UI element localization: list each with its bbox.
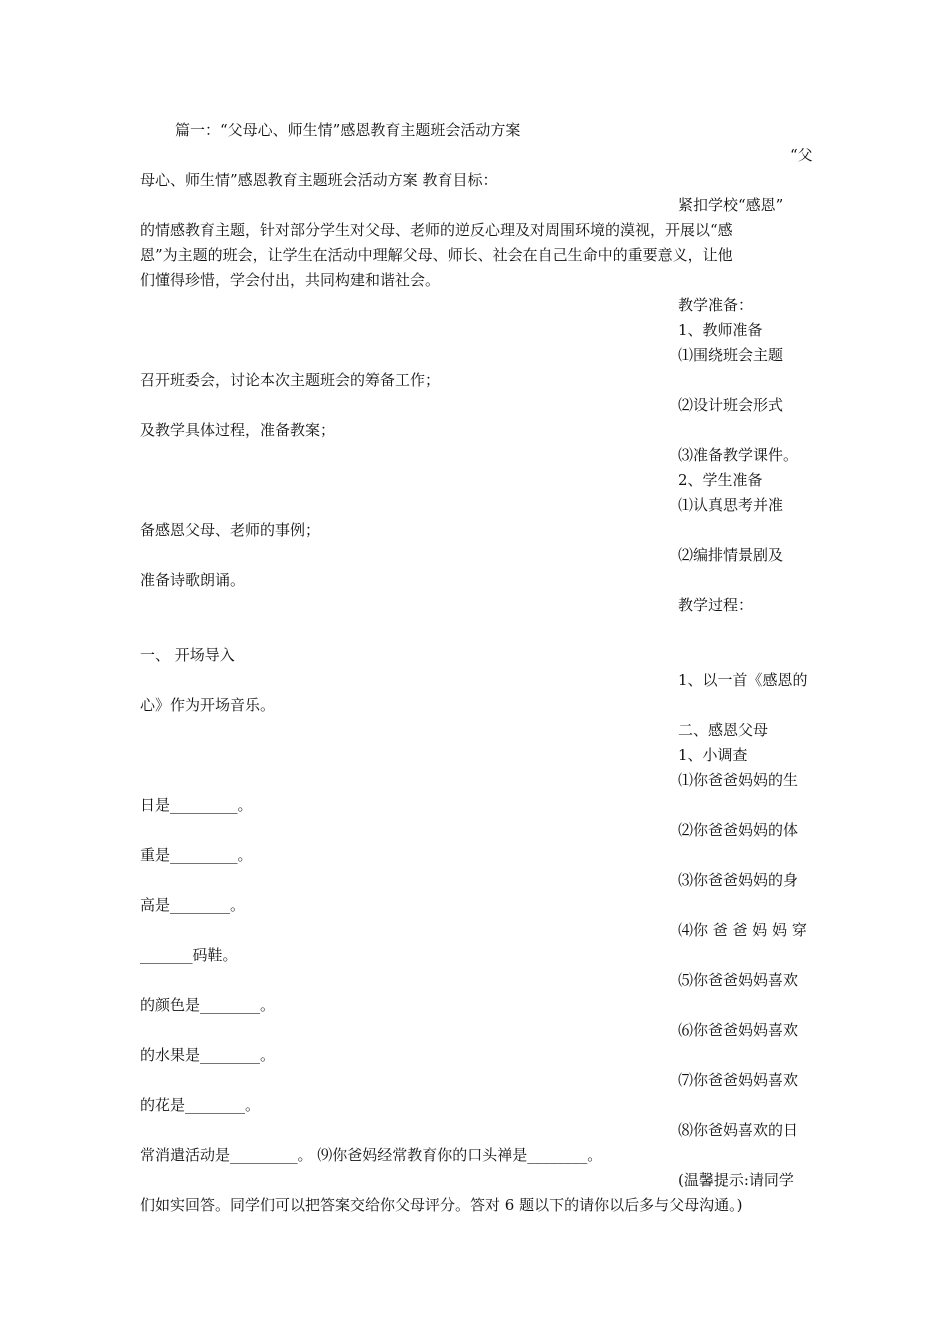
text-line: ⑵你爸爸妈妈的体 <box>678 821 799 839</box>
section-heading: 二、感恩父母 <box>678 721 769 739</box>
text-line: 恩”为主题的班会，让学生在活动中理解父母、师长、社会在自己生命中的重要意义，让他 <box>140 246 733 264</box>
text-line: 的花是________。 <box>140 1096 261 1114</box>
text-line: ⑺你爸爸妈妈喜欢 <box>678 1071 799 1089</box>
text-line: 母心、师生情”感恩教育主题班会活动方案 教育目标： <box>140 171 498 189</box>
text-line: ⑴围绕班会主题 <box>678 346 784 364</box>
text-line: 的水果是________。 <box>140 1046 276 1064</box>
text-line: ⑸你爸爸妈妈喜欢 <box>678 971 799 989</box>
text-line: 高是________。 <box>140 896 246 914</box>
text-line: ⑶你爸爸妈妈的身 <box>678 871 799 889</box>
text-line: 召开班委会，讨论本次主题班会的筹备工作； <box>140 371 441 389</box>
text-line: “父 <box>790 146 813 164</box>
text-line: ⑴认真思考并准 <box>678 496 784 514</box>
text-line: 们懂得珍惜，学会付出，共同构建和谐社会。 <box>140 271 441 289</box>
text-line: 常消遣活动是_________。 ⑼你爸妈经常教育你的口头禅是________。 <box>140 1146 603 1164</box>
text-line: 重是_________。 <box>140 846 253 864</box>
text-line: 紧扣学校“感恩” <box>678 196 784 214</box>
text-line: ⑹你爸爸妈妈喜欢 <box>678 1021 799 1039</box>
section-heading: 一、 开场导入 <box>140 646 235 664</box>
text-line: 的情感教育主题，针对部分学生对父母、老师的逆反心理及对周围环境的漠视，开展以“感 <box>140 221 733 239</box>
text-line: 备感恩父母、老师的事例； <box>140 521 321 539</box>
text-line: 们如实回答。同学们可以把答案交给你父母评分。答对 6 题以下的请你以后多与父母沟通。) <box>140 1196 743 1214</box>
document-title: 篇一：“父母心、师生情”感恩教育主题班会活动方案 <box>175 121 521 139</box>
text-line: _______码鞋。 <box>140 946 238 964</box>
text-line: 2、学生准备 <box>678 471 763 489</box>
text-line: 心》作为开场音乐。 <box>140 696 276 714</box>
text-line: 1、小调查 <box>678 746 748 764</box>
text-line: ⑻你爸妈喜欢的日 <box>678 1121 799 1139</box>
text-line: (温馨提示:请同学 <box>678 1171 794 1189</box>
text-line: ⑶准备教学课件。 <box>678 446 799 464</box>
text-line: 及教学具体过程，准备教案； <box>140 421 336 439</box>
text-line: 1、以一首《感恩的 <box>678 671 808 689</box>
text-line: 1、教师准备 <box>678 321 763 339</box>
text-line: ⑵编排情景剧及 <box>678 546 784 564</box>
text-line: ⑴你爸爸妈妈的生 <box>678 771 799 789</box>
text-line: 日是_________。 <box>140 796 253 814</box>
text-line: ⑷你 爸 爸 妈 妈 穿 <box>678 921 807 939</box>
text-line: ⑵设计班会形式 <box>678 396 784 414</box>
text-line: 的颜色是________。 <box>140 996 276 1014</box>
text-line: 准备诗歌朗诵。 <box>140 571 246 589</box>
section-heading: 教学准备： <box>678 296 754 314</box>
section-heading: 教学过程： <box>678 596 754 614</box>
